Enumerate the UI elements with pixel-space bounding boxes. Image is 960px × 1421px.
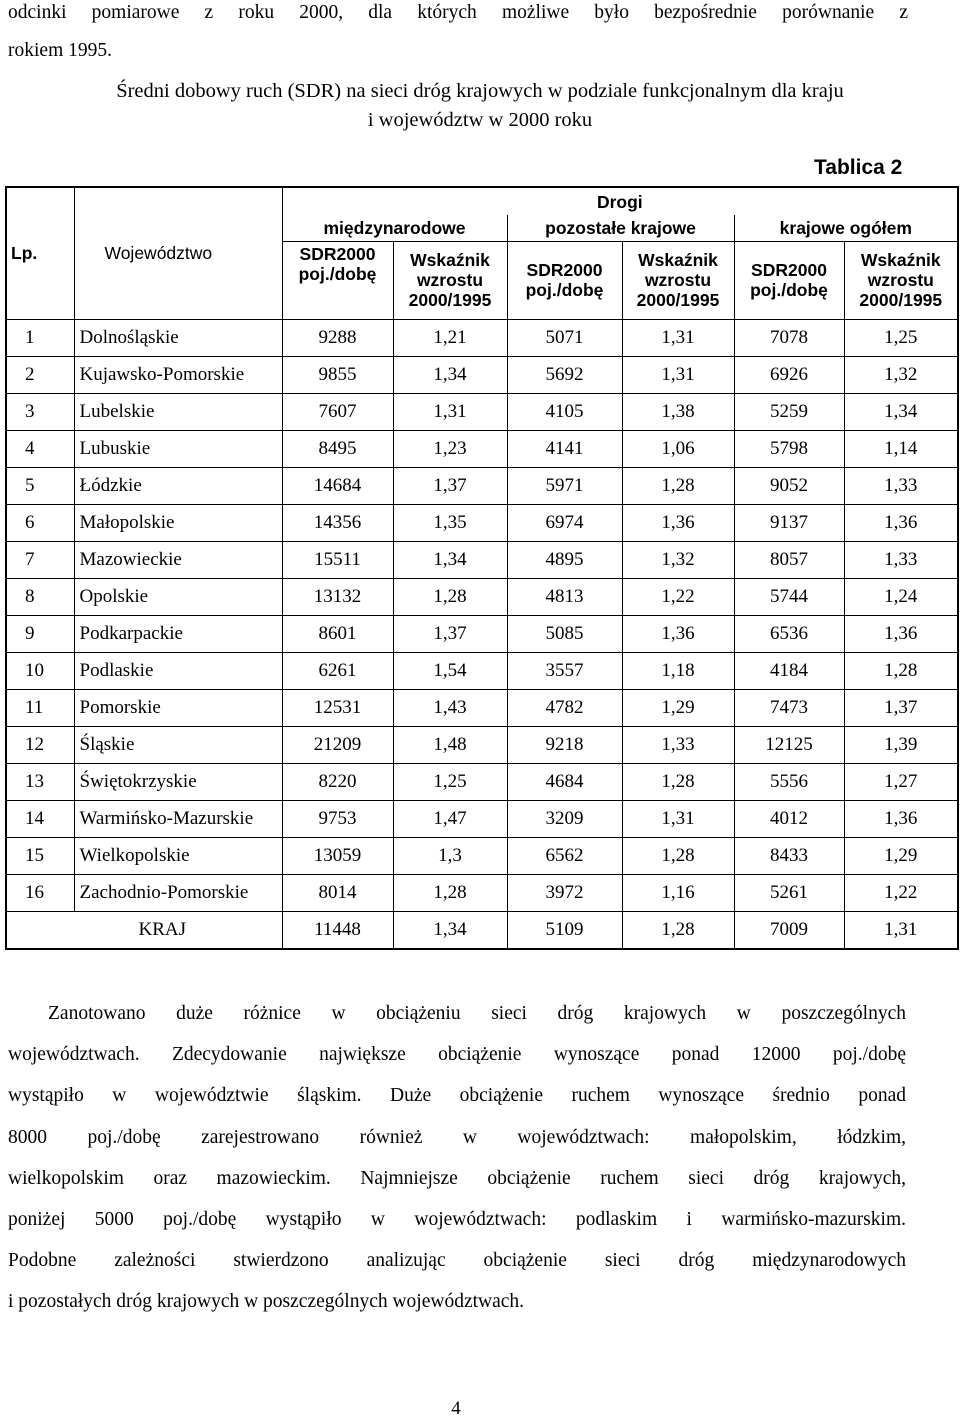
row-cell: 4141 — [507, 430, 622, 467]
row-cell: 14356 — [282, 504, 393, 541]
row-wojewodztwo: Kujawsko-Pomorskie — [74, 356, 282, 393]
heading-line-1: Średni dobowy ruch (SDR) na sieci dróg krajowych w podziale funkcjonalnym dla kraju — [116, 80, 844, 102]
row-cell: 8014 — [282, 874, 393, 911]
row-cell: 1,28 — [622, 837, 734, 874]
row-lp: 3 — [6, 393, 74, 430]
header-wsk-2: Wskaźnik wzrostu 2000/1995 — [622, 241, 734, 319]
row-cell: 1,31 — [622, 800, 734, 837]
row-cell: 1,28 — [393, 874, 507, 911]
row-cell: 1,3 — [393, 837, 507, 874]
table-row — [6, 319, 958, 356]
row-cell: 5085 — [507, 615, 622, 652]
row-lp: 8 — [6, 578, 74, 615]
row-lp: 10 — [6, 652, 74, 689]
row-cell: 5692 — [507, 356, 622, 393]
row-cell: 1,36 — [844, 615, 958, 652]
row-cell: 1,36 — [844, 800, 958, 837]
row-cell: 1,47 — [393, 800, 507, 837]
row-wojewodztwo: Zachodnio-Pomorskie — [74, 874, 282, 911]
total-cell: 1,34 — [393, 911, 507, 949]
row-cell: 1,32 — [622, 541, 734, 578]
row-cell: 4184 — [734, 652, 844, 689]
row-cell: 1,21 — [393, 319, 507, 356]
row-cell: 21209 — [282, 726, 393, 763]
row-cell: 5556 — [734, 763, 844, 800]
row-cell: 1,22 — [622, 578, 734, 615]
row-wojewodztwo: Dolnośląskie — [74, 319, 282, 356]
row-wojewodztwo: Małopolskie — [74, 504, 282, 541]
row-cell: 1,48 — [393, 726, 507, 763]
row-cell: 6536 — [734, 615, 844, 652]
row-cell: 1,18 — [622, 652, 734, 689]
row-cell: 7078 — [734, 319, 844, 356]
header-miedzynarodowe: międzynarodowe — [282, 215, 507, 241]
row-cell: 1,32 — [844, 356, 958, 393]
header-wsk-1: Wskaźnik wzrostu 2000/1995 — [393, 241, 507, 319]
row-wojewodztwo: Lubuskie — [74, 430, 282, 467]
row-lp: 12 — [6, 726, 74, 763]
row-cell: 1,43 — [393, 689, 507, 726]
row-cell: 1,34 — [393, 356, 507, 393]
row-cell: 4813 — [507, 578, 622, 615]
row-cell: 1,35 — [393, 504, 507, 541]
row-cell: 9052 — [734, 467, 844, 504]
row-cell: 15511 — [282, 541, 393, 578]
row-cell: 4895 — [507, 541, 622, 578]
row-lp: 16 — [6, 874, 74, 911]
row-cell: 1,28 — [622, 467, 734, 504]
row-cell: 1,25 — [393, 763, 507, 800]
row-cell: 5798 — [734, 430, 844, 467]
paragraph-line: i pozostałych dróg krajowych w poszczególnych województwach. — [8, 1291, 525, 1312]
table-row — [6, 689, 958, 726]
row-cell: 1,28 — [393, 578, 507, 615]
row-cell: 1,54 — [393, 652, 507, 689]
row-cell: 7607 — [282, 393, 393, 430]
row-lp: 6 — [6, 504, 74, 541]
row-wojewodztwo: Podkarpackie — [74, 615, 282, 652]
row-wojewodztwo: Świętokrzyskie — [74, 763, 282, 800]
table-row — [6, 800, 958, 837]
row-wojewodztwo: Wielkopolskie — [74, 837, 282, 874]
row-wojewodztwo: Warmińsko-Mazurskie — [74, 800, 282, 837]
total-cell: 7009 — [734, 911, 844, 949]
total-label: KRAJ — [6, 911, 282, 949]
intro-line-2: rokiem 1995. — [8, 40, 112, 61]
table-row — [6, 837, 958, 874]
sdr-table — [5, 186, 959, 950]
row-cell: 9855 — [282, 356, 393, 393]
row-lp: 9 — [6, 615, 74, 652]
row-cell: 1,34 — [393, 541, 507, 578]
row-cell: 1,37 — [393, 467, 507, 504]
row-cell: 1,31 — [393, 393, 507, 430]
table-row — [6, 356, 958, 393]
table-row — [6, 874, 958, 911]
table-row — [6, 726, 958, 763]
row-cell: 4012 — [734, 800, 844, 837]
total-cell: 1,31 — [844, 911, 958, 949]
row-lp: 15 — [6, 837, 74, 874]
row-lp: 5 — [6, 467, 74, 504]
row-cell: 3557 — [507, 652, 622, 689]
row-cell: 5971 — [507, 467, 622, 504]
table-row — [6, 467, 958, 504]
row-wojewodztwo: Podlaskie — [74, 652, 282, 689]
paragraph-line: wystąpiło w województwie śląskim. Duże obciążenie ruchem wynoszące średnio ponad — [8, 1085, 906, 1106]
row-cell: 1,29 — [844, 837, 958, 874]
row-cell: 1,28 — [622, 763, 734, 800]
row-cell: 9137 — [734, 504, 844, 541]
row-cell: 9218 — [507, 726, 622, 763]
row-lp: 2 — [6, 356, 74, 393]
row-cell: 1,06 — [622, 430, 734, 467]
row-lp: 1 — [6, 319, 74, 356]
row-cell: 3209 — [507, 800, 622, 837]
row-cell: 8495 — [282, 430, 393, 467]
row-cell: 1,14 — [844, 430, 958, 467]
paragraph-line: poniżej 5000 poj./dobę wystąpiło w województwach: podlaskim i warmińsko-mazurskim. — [8, 1209, 906, 1230]
row-cell: 1,27 — [844, 763, 958, 800]
row-cell: 1,31 — [622, 319, 734, 356]
row-cell: 13059 — [282, 837, 393, 874]
row-cell: 4684 — [507, 763, 622, 800]
row-wojewodztwo: Śląskie — [74, 726, 282, 763]
row-lp: 7 — [6, 541, 74, 578]
header-wsk-3: Wskaźnik wzrostu 2000/1995 — [844, 241, 958, 319]
table-row — [6, 652, 958, 689]
row-lp: 14 — [6, 800, 74, 837]
row-cell: 3972 — [507, 874, 622, 911]
row-cell: 6562 — [507, 837, 622, 874]
row-cell: 8220 — [282, 763, 393, 800]
row-cell: 6926 — [734, 356, 844, 393]
table-total-row — [6, 911, 958, 949]
row-cell: 6974 — [507, 504, 622, 541]
page-number: 4 — [451, 1398, 461, 1419]
row-cell: 8433 — [734, 837, 844, 874]
intro-line-1: odcinki pomiarowe z roku 2000, dla których możliwe było bezpośrednie porównanie z — [8, 2, 908, 23]
row-lp: 13 — [6, 763, 74, 800]
table-row — [6, 430, 958, 467]
row-cell: 1,33 — [622, 726, 734, 763]
header-sdr-2: SDR2000 poj./dobę — [507, 241, 622, 319]
row-wojewodztwo: Mazowieckie — [74, 541, 282, 578]
row-lp: 4 — [6, 430, 74, 467]
total-cell: 5109 — [507, 911, 622, 949]
paragraph-line: Podobne zależności stwierdzono analizując obciążenie sieci dróg międzynarodowych — [8, 1250, 906, 1271]
table-row — [6, 763, 958, 800]
table-row — [6, 504, 958, 541]
table-label: Tablica 2 — [814, 156, 903, 179]
row-cell: 1,24 — [844, 578, 958, 615]
row-cell: 6261 — [282, 652, 393, 689]
header-krajowe-ogolem: krajowe ogółem — [734, 215, 958, 241]
row-cell: 12125 — [734, 726, 844, 763]
row-cell: 9753 — [282, 800, 393, 837]
header-lp: Lp. — [6, 187, 74, 319]
total-cell: 11448 — [282, 911, 393, 949]
row-cell: 14684 — [282, 467, 393, 504]
row-wojewodztwo: Łódzkie — [74, 467, 282, 504]
paragraph-line: 8000 poj./dobę zarejestrowano również w województwach: małopolskim, łódzkim, — [8, 1127, 906, 1148]
row-wojewodztwo: Lubelskie — [74, 393, 282, 430]
row-cell: 1,23 — [393, 430, 507, 467]
row-cell: 1,33 — [844, 541, 958, 578]
row-wojewodztwo: Pomorskie — [74, 689, 282, 726]
paragraph-line: wielkopolskim oraz mazowieckim. Najmniejsze obciążenie ruchem sieci dróg krajowych, — [8, 1168, 906, 1189]
paragraph-line: Zanotowano duże różnice w obciążeniu sieci dróg krajowych w poszczególnych — [48, 1003, 906, 1024]
header-drogi: Drogi — [282, 187, 958, 215]
header-sdr-1: SDR2000 poj./dobę — [282, 241, 393, 319]
row-cell: 1,16 — [622, 874, 734, 911]
table-row — [6, 578, 958, 615]
row-cell: 1,36 — [844, 504, 958, 541]
row-cell: 1,22 — [844, 874, 958, 911]
row-cell: 1,37 — [393, 615, 507, 652]
row-cell: 1,36 — [622, 504, 734, 541]
row-cell: 1,36 — [622, 615, 734, 652]
row-cell: 4105 — [507, 393, 622, 430]
row-cell: 1,31 — [622, 356, 734, 393]
row-cell: 7473 — [734, 689, 844, 726]
row-lp: 11 — [6, 689, 74, 726]
row-cell: 1,29 — [622, 689, 734, 726]
table-row — [6, 541, 958, 578]
table-row — [6, 393, 958, 430]
heading-line-2: i województw w 2000 roku — [367, 109, 593, 131]
row-cell: 1,37 — [844, 689, 958, 726]
header-wojewodztwo: Województwo — [74, 187, 282, 319]
row-cell: 1,39 — [844, 726, 958, 763]
table-row — [6, 615, 958, 652]
row-cell: 8057 — [734, 541, 844, 578]
row-cell: 1,25 — [844, 319, 958, 356]
total-cell: 1,28 — [622, 911, 734, 949]
row-cell: 5744 — [734, 578, 844, 615]
row-cell: 9288 — [282, 319, 393, 356]
row-cell: 5259 — [734, 393, 844, 430]
row-cell: 1,33 — [844, 467, 958, 504]
row-cell: 13132 — [282, 578, 393, 615]
row-cell: 1,34 — [844, 393, 958, 430]
paragraph-line: województwach. Zdecydowanie największe obciążenie wynoszące ponad 12000 poj./dobę — [8, 1044, 906, 1065]
header-pozostale-krajowe: pozostałe krajowe — [507, 215, 734, 241]
row-cell: 1,38 — [622, 393, 734, 430]
row-cell: 5071 — [507, 319, 622, 356]
row-cell: 12531 — [282, 689, 393, 726]
row-cell: 1,28 — [844, 652, 958, 689]
header-sdr-3: SDR2000 poj./dobę — [734, 241, 844, 319]
row-wojewodztwo: Opolskie — [74, 578, 282, 615]
row-cell: 4782 — [507, 689, 622, 726]
row-cell: 8601 — [282, 615, 393, 652]
row-cell: 5261 — [734, 874, 844, 911]
